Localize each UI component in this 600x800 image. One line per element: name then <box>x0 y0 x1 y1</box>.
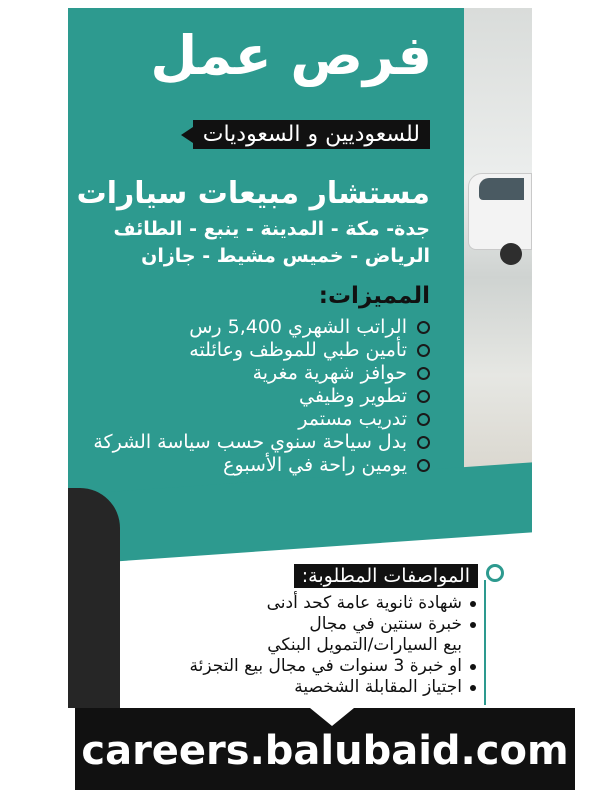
poster-title: فرص عمل <box>150 24 432 87</box>
requirement-text: شهادة ثانوية عامة كحد أدنى <box>266 593 462 613</box>
cities-list <box>113 216 430 270</box>
requirement-item <box>146 677 476 698</box>
arrow-icon <box>181 127 193 143</box>
feature-item <box>130 454 430 477</box>
ring-bullet-icon <box>417 321 430 334</box>
requirements-list <box>146 593 476 698</box>
down-arrow-icon <box>310 708 354 726</box>
person-silhouette <box>68 488 120 708</box>
timeline-circle-icon <box>486 564 504 582</box>
requirement-text: خبرة سنتين في مجال <box>309 614 462 634</box>
ring-bullet-icon <box>417 390 430 403</box>
feature-text: حوافز شهرية مغرية <box>252 362 407 384</box>
ring-bullet-icon <box>417 459 430 472</box>
feature-item <box>130 385 430 408</box>
feature-item <box>130 316 430 339</box>
feature-item <box>130 408 430 431</box>
ring-bullet-icon <box>417 367 430 380</box>
requirement-item <box>146 593 476 614</box>
subtitle-text: للسعوديين و السعوديات <box>193 120 430 149</box>
ring-bullet-icon <box>417 344 430 357</box>
requirement-text: بيع السيارات/التمويل البنكي <box>267 635 462 655</box>
dot-bullet-icon <box>470 622 476 628</box>
job-poster <box>68 8 532 708</box>
website-url: careers.balubaid.com <box>81 728 569 774</box>
cities-line-1: جدة- مكة - المدينة - ينبع - الطائف <box>113 218 430 240</box>
requirements-header <box>294 564 504 588</box>
requirement-item <box>146 614 476 635</box>
requirement-item <box>146 656 476 677</box>
feature-text: بدل سياحة سنوي حسب سياسة الشركة <box>93 431 407 453</box>
timeline-line <box>484 580 486 705</box>
dot-bullet-icon <box>470 685 476 691</box>
feature-text: تأمين طبي للموظف وعائلته <box>189 339 407 361</box>
ring-bullet-icon <box>417 436 430 449</box>
requirement-text: او خبرة 3 سنوات في مجال بيع التجزئة <box>189 656 462 676</box>
features-title: المميزات: <box>318 283 430 309</box>
feature-item <box>130 339 430 362</box>
features-list <box>93 316 430 477</box>
requirements-title: المواصفات المطلوبة: <box>294 564 478 588</box>
subtitle-banner <box>175 120 430 149</box>
feature-item <box>93 431 430 454</box>
position-heading: مستشار مبيعات سيارات <box>76 176 430 211</box>
feature-item <box>130 362 430 385</box>
feature-text: تطوير وظيفي <box>299 385 407 407</box>
car-window <box>479 178 524 200</box>
feature-text: تدريب مستمر <box>298 408 407 430</box>
dot-bullet-icon <box>470 664 476 670</box>
feature-text: الراتب الشهري 5,400 رس <box>189 316 407 338</box>
cities-line-2: الرياض - خميس مشيط - جازان <box>141 245 430 267</box>
dot-bullet-icon <box>470 601 476 607</box>
showroom-car-photo <box>462 8 532 498</box>
ring-bullet-icon <box>417 413 430 426</box>
requirement-text: اجتياز المقابلة الشخصية <box>294 677 462 697</box>
feature-text: يومين راحة في الأسبوع <box>223 454 407 476</box>
requirement-item-continued <box>146 635 476 656</box>
car-wheel <box>500 243 522 265</box>
